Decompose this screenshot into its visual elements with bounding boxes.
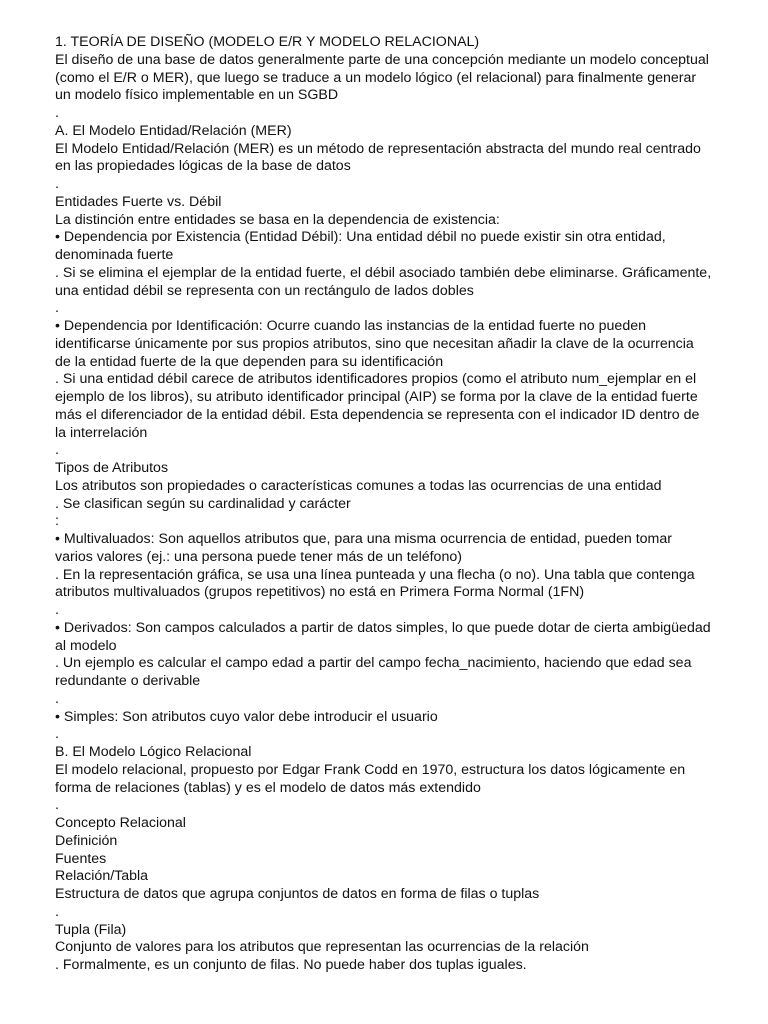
- text-line: . Se clasifican según su cardinalidad y carácter: [55, 495, 351, 512]
- text-line: • Simples: Son atributos cuyo valor debe introducir el usuario: [55, 708, 438, 725]
- text-line: • Multivaluados: Son aquellos atributos que, para una misma ocurrencia de entidad, pueden tomar: [55, 531, 672, 547]
- text-line: en las propiedades lógicas de la base de datos: [55, 158, 351, 175]
- document-page: [55, 34, 725, 975]
- text-line: El diseño de una base de datos generalmente parte de una concepción mediante un modelo conceptual: [55, 51, 709, 68]
- text-line: El modelo relacional, propuesto por Edgar Frank Codd en 1970, estructura los datos lógicamente en: [55, 761, 686, 778]
- text-line: Definición: [55, 832, 118, 849]
- text-line: (como el E/R o MER), que luego se traduce a un modelo lógico (el relacional) para finalmente generar: [55, 69, 697, 86]
- text-line: .: [55, 903, 59, 920]
- text-line: la interrelación: [55, 424, 148, 441]
- text-line: Los atributos son propiedades o características comunes a todas las ocurrencias de una entidad: [55, 477, 662, 494]
- text-line: B. El Modelo Lógico Relacional: [55, 744, 252, 760]
- text-line: al modelo: [55, 637, 117, 654]
- text-line: atributos multivaluados (grupos repetitivos) no está en Primera Forma Normal (1FN): [55, 584, 585, 601]
- text-line: redundante o derivable: [55, 673, 201, 689]
- text-line: . En la representación gráfica, se usa una línea punteada y una flecha (o no). Una tabla que contenga: [55, 566, 695, 583]
- text-line: Concepto Relacional: [55, 815, 186, 831]
- text-line: más el diferenciador de la entidad débil. Esta dependencia se representa con el indicador ID dentro de: [55, 406, 700, 423]
- text-line: .: [55, 726, 59, 743]
- text-line: Entidades Fuerte vs. Débil: [55, 193, 222, 210]
- text-line: • Dependencia por Existencia (Entidad Débil): Una entidad débil no puede existir sin otra entidad,: [55, 229, 666, 246]
- text-line: . Si se elimina el ejemplar de la entidad fuerte, el débil asociado también debe eliminarse. Gráficamente,: [55, 264, 712, 281]
- text-line: .: [55, 602, 59, 618]
- text-line: . Un ejemplo es calcular el campo edad a partir del campo fecha_nacimiento, haciendo que edad sea: [55, 655, 692, 672]
- text-line: 1. TEORÍA DE DISEÑO (MODELO E/R Y MODELO RELACIONAL): [55, 34, 480, 50]
- text-line: A. El Modelo Entidad/Relación (MER): [55, 122, 292, 139]
- text-line: .: [55, 442, 59, 459]
- text-line: Tipos de Atributos: [55, 460, 169, 476]
- text-line: . Formalmente, es un conjunto de filas. No puede haber dos tuplas iguales.: [55, 957, 527, 973]
- text-line: El Modelo Entidad/Relación (MER) es un método de representación abstracta del mundo real centrado: [55, 140, 701, 157]
- text-line: un modelo físico implementable en un SGBD: [55, 87, 339, 104]
- text-line: Estructura de datos que agrupa conjuntos de datos en forma de filas o tuplas: [55, 886, 540, 902]
- text-line: Relación/Tabla: [55, 868, 149, 885]
- text-line: .: [55, 690, 59, 707]
- text-line: Fuentes: [55, 850, 107, 867]
- text-line: • Dependencia por Identificación: Ocurre cuando las instancias de la entidad fuerte no pueden: [55, 318, 646, 334]
- text-line: una entidad débil se representa con un rectángulo de lados dobles: [55, 282, 474, 299]
- text-line: denominada fuerte: [55, 247, 174, 263]
- text-line: .: [55, 176, 59, 192]
- text-line: La distinción entre entidades se basa en la dependencia de existencia:: [55, 211, 500, 228]
- text-line: forma de relaciones (tablas) y es el modelo de datos más extendido: [55, 779, 481, 796]
- text-line: .: [55, 797, 59, 814]
- text-line: .: [55, 300, 59, 317]
- text-line: varios valores (ej.: una persona puede tener más de un teléfono): [55, 548, 462, 565]
- text-line: de la entidad fuerte de la que dependen para su identificación: [55, 353, 444, 370]
- text-line: • Derivados: Son campos calculados a partir de datos simples, lo que puede dotar de cierta ambigüedad: [55, 619, 711, 636]
- text-line: ejemplo de los libros), su atributo identificador principal (AIP) se forma por la clave de la entidad fuerte: [55, 389, 698, 405]
- text-line: Conjunto de valores para los atributos que representan las ocurrencias de la relación: [55, 939, 589, 956]
- text-line: :: [55, 513, 59, 530]
- text-line: Tupla (Fila): [55, 921, 127, 938]
- text-line: .: [55, 105, 59, 121]
- text-line: identificarse únicamente por sus propios atributos, sino que necesitan añadir la clave de la ocurrencia: [55, 335, 694, 352]
- text-line: . Si una entidad débil carece de atributos identificadores propios (como el atributo num_ejemplar en el: [55, 371, 697, 388]
